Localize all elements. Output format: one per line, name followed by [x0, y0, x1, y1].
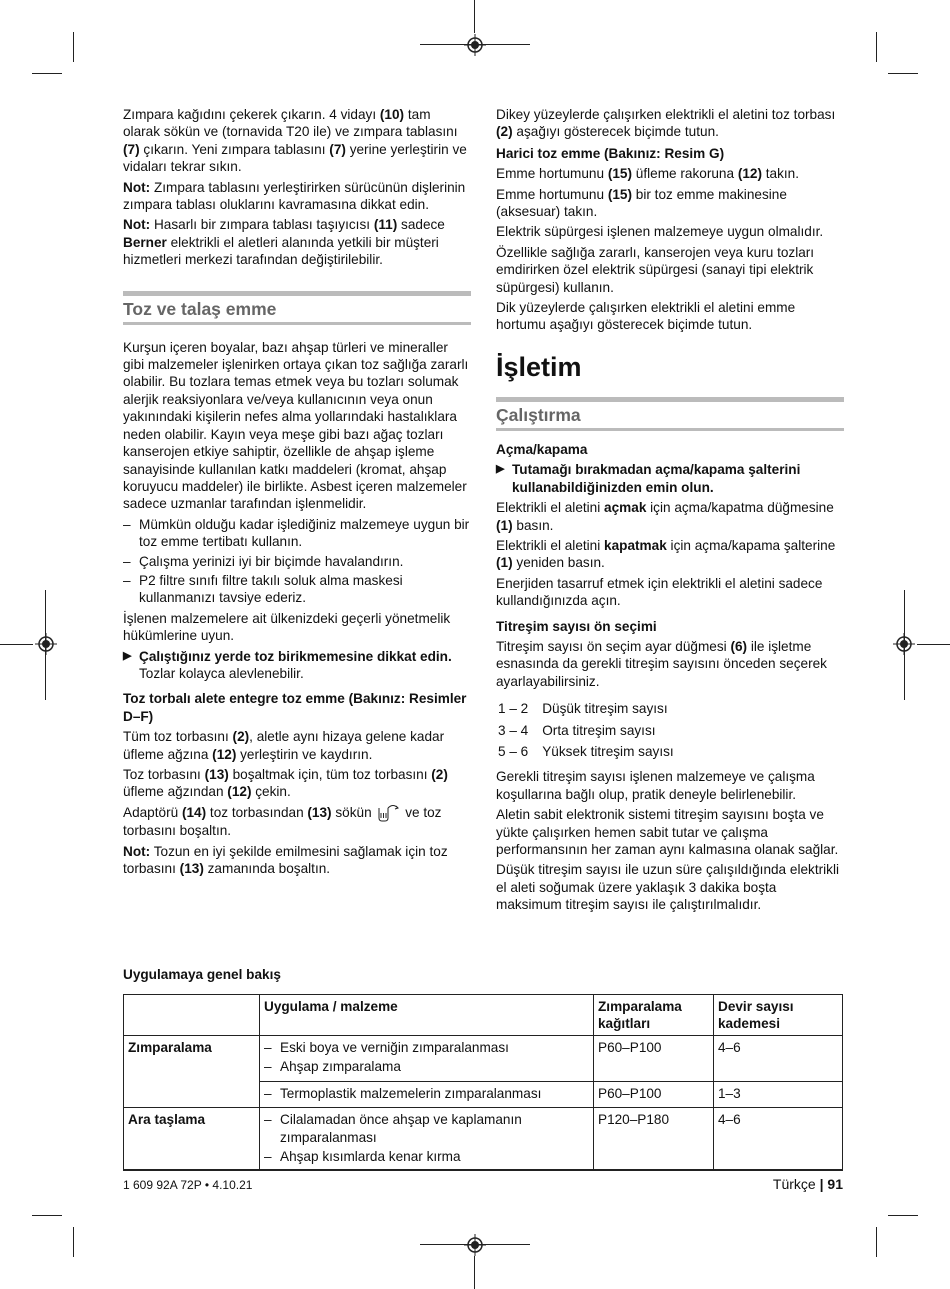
external-dust-paragraph: Dik yüzeylerde çalışırken elektrikli el aletini emme hortumu aşağıyı gösterecek biçimde tutun.: [496, 300, 796, 333]
table-cell: – Termoplastik malzemelerin zımparalanması: [260, 1081, 594, 1107]
application-overview-table: [123, 994, 843, 1171]
note-paragraph: Not: Hasarlı bir zımpara tablası taşıyıcısı (11) sadece Berner elektrikli el aletleri alanında yetkili bir müşteri hizmetleri merkezi tarafından değiştirilebilir.: [123, 217, 445, 268]
crop-mark: [917, 644, 950, 645]
table-cell: 4–6: [714, 1036, 843, 1082]
table-row: 5 – 6 Yüksek titreşim sayısı: [498, 743, 674, 759]
document-code: 1 609 92A 72P • 4.10.21: [123, 1178, 253, 1192]
energy-paragraph: Enerjiden tasarruf etmek için elektrikli el aletini sadece kullandığınızda açın.: [496, 575, 823, 609]
crop-mark: [474, 1256, 475, 1289]
table-header: [124, 995, 260, 1036]
dust-bag-paragraph: Tüm toz torbasını (2), aletle aynı hizaya gelene kadar üfleme ağzına (12) yerleştirin ve kaydırın.: [123, 729, 445, 762]
registration-mark-icon: [464, 34, 486, 56]
external-dust-paragraph: Özellikle sağlığa zararlı, kanserojen veya kuru tozları emdirirken özel elektrik süpürgesi (sanayi tipi elektrik süpürgesi) kullanın.: [496, 244, 815, 295]
crop-mark: [32, 1215, 62, 1216]
switch-off-paragraph: Elektrikli el aletini kapatmak için açma/kapama şalterine (1) yeniden basın.: [496, 537, 836, 571]
vertical-surface-paragraph: Dikey yüzeylerde çalışırken elektrikli el aletini toz torbası (2) aşağıyı gösterecek biçimde tutun.: [496, 107, 836, 140]
vibration-paragraph: Gerekli titreşim sayısı işlenen malzemeye ve çalışma koşullarına bağlı olup, pratik deneyle belirlenebilir.: [496, 769, 815, 802]
table-cell: 1–3: [714, 1081, 843, 1107]
crop-mark: [73, 32, 74, 62]
table-header-row: [124, 995, 843, 1036]
chapter-title: İşletim: [496, 351, 582, 382]
vibration-table: [498, 700, 682, 764]
regulations-paragraph: İşlenen malzemelere ait ülkenizdeki geçerli yönetmelik hükümlerine uyun.: [123, 610, 451, 644]
table-row: [124, 1036, 843, 1082]
table-row: [124, 1108, 843, 1171]
crop-mark: [888, 73, 918, 74]
section-heading-operation: [496, 397, 844, 431]
left-column: [123, 106, 471, 880]
dust-bag-paragraph: Adaptörü (14) toz torbasından (13) sökün ve toz torbasını boşaltın.: [123, 804, 442, 839]
note-paragraph: Not: Tozun en iyi şekilde emilmesini sağlamak için toz torbasını (13) zamanında boşaltın.: [123, 843, 448, 877]
subsection-title: Harici toz emme (Bakınız: Resim G): [496, 145, 725, 161]
section-heading-dust: [123, 291, 471, 325]
list-item: – Mümkün olduğu kadar işlediğiniz malzemeye uygun bir toz emme tertibatı kullanın.: [123, 516, 471, 551]
vibration-paragraph: Titreşim sayısı ön seçim ayar düğmesi (6) ile işletme esnasında da gerekli titreşim sayısını önceden seçerek ayarlayabilirsiniz.: [496, 638, 827, 689]
table-cell: Zımparalama: [124, 1036, 260, 1108]
table-cell: – Eski boya ve verniğin zımparalanması – Ahşap zımparalama: [260, 1036, 594, 1082]
table-cell: 4–6: [714, 1108, 843, 1171]
table-cell: Ara taşlama: [124, 1108, 260, 1171]
switch-on-paragraph: Elektrikli el aletini açmak için açma/kapatma düğmesine (1) basın.: [496, 500, 834, 533]
section-title: Çalıştırma: [496, 404, 581, 425]
table-row: 3 – 4 Orta titreşim sayısı: [498, 722, 656, 738]
sanding-plate-paragraph: Zımpara kağıdını çekerek çıkarın. 4 vidayı (10) tam olarak sökün ve (tornavida T20 ile) ve zımpara tablasını (7) çıkarın. Yeni zımpara tablasını (7) yerine yerleştirin ve vidaları tekrar sıkın.: [123, 107, 467, 175]
subsection-title: Toz torbalı alete entegre toz emme (Bakınız: Resimler D–F): [123, 691, 467, 724]
footer-rule: [123, 1169, 843, 1170]
table-header: Devir sayısı kademesi: [714, 995, 843, 1036]
vibration-paragraph: Düşük titreşim sayısı ile uzun süre çalışıldığında elektrikli el aleti soğumak üzere yaklaşık 3 dakika boşta maksimum titreşim sayısı ile çalıştırılmalıdır.: [496, 862, 839, 913]
vibration-paragraph: Aletin sabit elektronik sistemi titreşim sayısını boşta ve yükte çalışırken hemen sabit tutar ve çalışma performansının her zaman aynı kalmasına olanak sağlar.: [496, 807, 839, 857]
section-title: Toz ve talaş emme: [123, 298, 277, 319]
safety-warning: ▶ Tutamağı bırakmadan açma/kapama şalterini kullanabildiğinizden emin olun.: [496, 462, 801, 495]
page-number: Türkçe | 91: [772, 1176, 843, 1192]
registration-mark-icon: [893, 633, 915, 655]
right-column: [496, 106, 844, 917]
table-cell: P120–P180: [594, 1108, 714, 1171]
list-item: – Çalışma yerinizi iyi bir biçimde havalandırın.: [123, 553, 471, 570]
list-item: – P2 filtre sınıfı filtre takılı soluk alma maskesi kullanmanızı tavsiye ederiz.: [123, 572, 471, 607]
external-dust-paragraph: Emme hortumunu (15) üfleme rakoruna (12) takın.: [496, 166, 800, 182]
crop-mark: [32, 73, 62, 74]
table-header: Zımparalama kağıtları: [594, 995, 714, 1036]
dust-bag-paragraph: Toz torbasını (13) boşaltmak için, tüm toz torbasını (2) üfleme ağzından (12) çekin.: [123, 767, 448, 800]
safety-warning: ▶ Çalıştığınız yerde toz birikmemesine dikkat edin. Tozlar kolayca alevlenebilir.: [123, 648, 452, 681]
table-header: Uygulama / malzeme: [260, 995, 594, 1036]
crop-mark: [876, 1227, 877, 1257]
triangle-bullet-icon: ▶: [123, 649, 132, 662]
table-cell: – Cilalamadan önce ahşap ve kaplamanın zımparalanması – Ahşap kısımlarda kenar kırma: [260, 1108, 594, 1171]
registration-mark-icon: [35, 633, 57, 655]
dust-precautions-list: [123, 516, 471, 607]
external-dust-paragraph: Emme hortumunu (15) bir toz emme makinesine (aksesuar) takın.: [496, 186, 787, 220]
registration-mark-icon: [464, 1234, 486, 1256]
subsection-title: Titreşim sayısı ön seçimi: [496, 618, 657, 634]
triangle-bullet-icon: ▶: [496, 463, 505, 476]
table-cell: P60–P100: [594, 1081, 714, 1107]
subsection-title: Açma/kapama: [496, 441, 588, 457]
crop-mark: [888, 1215, 918, 1216]
crop-mark: [474, 0, 475, 33]
dust-warning-paragraph: Kurşun içeren boyalar, bazı ahşap türleri ve mineraller gibi malzemeler işlenirken ortaya çıkan toz sağlığa zararlı olabilir. Bu tozlara temas etmek veya bu tozları solumak alerjik reaksiyonlara ve/veya kullanıcının veya onun yakınındaki kişilerin nefes alma yollarındaki hastalıklara neden olabilir. Kayın veya meşe gibi bazı ağaç tozları kanserojen etkiye sahiptir, özellikle de ahşap işleme sanayisinde kullanılan katkı maddeleri (kromat, ahşap koruyucu maddeler) ile birlikte. Asbest içeren malzemeler sadece uzmanlar tarafından işlenmelidir.: [123, 339, 469, 512]
note-paragraph: Not: Zımpara tablasını yerleştirirken sürücünün dişlerinin zımpara tablası oluklarını kavramasına dikkat edin.: [123, 179, 466, 213]
crop-mark: [876, 32, 877, 62]
crop-mark: [0, 644, 33, 645]
unscrew-icon: [375, 804, 401, 822]
overview-title: Uygulamaya genel bakış: [123, 967, 281, 982]
crop-mark: [73, 1227, 74, 1257]
table-cell: P60–P100: [594, 1036, 714, 1082]
table-row: 1 – 2 Düşük titreşim sayısı: [498, 701, 668, 717]
external-dust-paragraph: Elektrik süpürgesi işlenen malzemeye uygun olmalıdır.: [496, 224, 824, 240]
